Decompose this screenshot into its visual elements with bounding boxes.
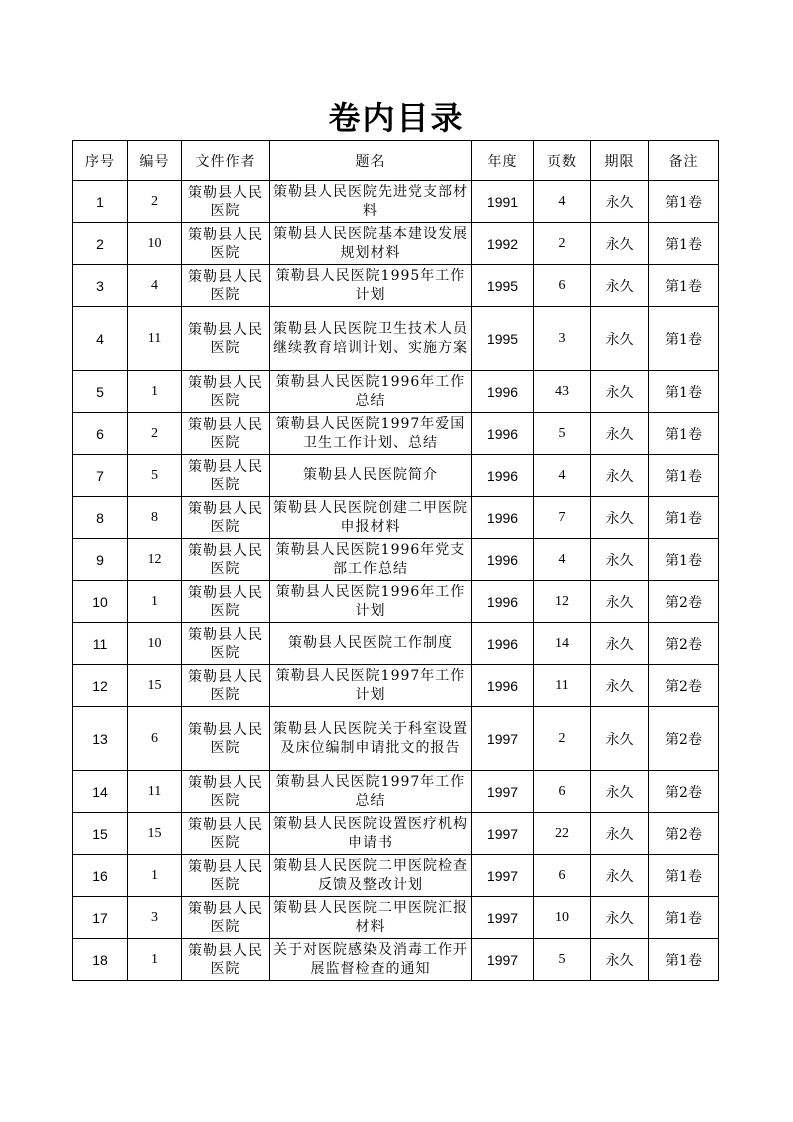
cell-author: 策勒县人民医院 (182, 497, 270, 539)
catalog-table (72, 140, 719, 981)
cell-pages: 11 (534, 665, 591, 707)
cell-note: 第1卷 (649, 265, 719, 307)
cell-pages: 7 (534, 497, 591, 539)
cell-code: 15 (128, 813, 182, 855)
cell-author: 策勒县人民医院 (182, 223, 270, 265)
cell-author: 策勒县人民医院 (182, 581, 270, 623)
cell-term: 永久 (591, 707, 649, 771)
cell-term: 永久 (591, 539, 649, 581)
cell-seq: 10 (73, 581, 128, 623)
cell-year: 1997 (472, 707, 534, 771)
header-pages: 页数 (534, 141, 591, 181)
cell-note: 第2卷 (649, 665, 719, 707)
table-row (73, 581, 719, 623)
header-note: 备注 (649, 141, 719, 181)
cell-author: 策勒县人民医院 (182, 181, 270, 223)
cell-subject: 策勒县人民医院1997年工作计划 (270, 665, 472, 707)
cell-year: 1997 (472, 897, 534, 939)
cell-note: 第1卷 (649, 897, 719, 939)
cell-code: 1 (128, 939, 182, 981)
cell-code: 2 (128, 181, 182, 223)
cell-note: 第2卷 (649, 707, 719, 771)
cell-year: 1996 (472, 665, 534, 707)
cell-seq: 17 (73, 897, 128, 939)
cell-term: 永久 (591, 265, 649, 307)
cell-pages: 4 (534, 181, 591, 223)
cell-code: 5 (128, 455, 182, 497)
cell-term: 永久 (591, 413, 649, 455)
cell-seq: 13 (73, 707, 128, 771)
cell-term: 永久 (591, 181, 649, 223)
cell-code: 1 (128, 855, 182, 897)
header-year: 年度 (472, 141, 534, 181)
cell-code: 11 (128, 307, 182, 371)
header-code: 编号 (128, 141, 182, 181)
cell-term: 永久 (591, 371, 649, 413)
cell-code: 1 (128, 371, 182, 413)
table-row (73, 265, 719, 307)
cell-code: 3 (128, 897, 182, 939)
cell-author: 策勒县人民医院 (182, 665, 270, 707)
cell-year: 1996 (472, 371, 534, 413)
cell-year: 1997 (472, 813, 534, 855)
cell-note: 第1卷 (649, 455, 719, 497)
cell-year: 1997 (472, 939, 534, 981)
cell-subject: 策勒县人民医院1997年工作总结 (270, 771, 472, 813)
cell-note: 第1卷 (649, 539, 719, 581)
cell-seq: 18 (73, 939, 128, 981)
header-author: 文件作者 (182, 141, 270, 181)
cell-author: 策勒县人民医院 (182, 939, 270, 981)
cell-subject: 策勒县人民医院先进党支部材料 (270, 181, 472, 223)
cell-author: 策勒县人民医院 (182, 265, 270, 307)
cell-seq: 2 (73, 223, 128, 265)
cell-subject: 策勒县人民医院1996年工作总结 (270, 371, 472, 413)
cell-seq: 1 (73, 181, 128, 223)
cell-code: 11 (128, 771, 182, 813)
cell-author: 策勒县人民医院 (182, 855, 270, 897)
cell-year: 1995 (472, 307, 534, 371)
cell-note: 第1卷 (649, 855, 719, 897)
cell-note: 第1卷 (649, 413, 719, 455)
cell-author: 策勒县人民医院 (182, 813, 270, 855)
cell-note: 第1卷 (649, 497, 719, 539)
header-subject: 题名 (270, 141, 472, 181)
cell-seq: 6 (73, 413, 128, 455)
table-row (73, 455, 719, 497)
cell-subject: 策勒县人民医院简介 (270, 455, 472, 497)
cell-seq: 8 (73, 497, 128, 539)
cell-year: 1991 (472, 181, 534, 223)
cell-author: 策勒县人民医院 (182, 897, 270, 939)
cell-term: 永久 (591, 813, 649, 855)
table-row (73, 497, 719, 539)
cell-author: 策勒县人民医院 (182, 413, 270, 455)
cell-note: 第2卷 (649, 813, 719, 855)
cell-seq: 12 (73, 665, 128, 707)
cell-code: 6 (128, 707, 182, 771)
cell-seq: 4 (73, 307, 128, 371)
cell-term: 永久 (591, 665, 649, 707)
cell-note: 第1卷 (649, 181, 719, 223)
table-row (73, 813, 719, 855)
cell-seq: 16 (73, 855, 128, 897)
cell-year: 1996 (472, 623, 534, 665)
cell-author: 策勒县人民医院 (182, 455, 270, 497)
cell-subject: 策勒县人民医院二甲医院检查反馈及整改计划 (270, 855, 472, 897)
cell-pages: 5 (534, 413, 591, 455)
cell-seq: 11 (73, 623, 128, 665)
cell-term: 永久 (591, 855, 649, 897)
cell-pages: 14 (534, 623, 591, 665)
table-row (73, 939, 719, 981)
cell-author: 策勒县人民医院 (182, 539, 270, 581)
cell-year: 1996 (472, 413, 534, 455)
cell-code: 15 (128, 665, 182, 707)
cell-seq: 9 (73, 539, 128, 581)
cell-term: 永久 (591, 581, 649, 623)
header-seq: 序号 (73, 141, 128, 181)
cell-term: 永久 (591, 455, 649, 497)
cell-pages: 43 (534, 371, 591, 413)
header-term: 期限 (591, 141, 649, 181)
cell-pages: 22 (534, 813, 591, 855)
cell-pages: 4 (534, 455, 591, 497)
cell-subject: 策勒县人民医院二甲医院汇报材料 (270, 897, 472, 939)
cell-note: 第1卷 (649, 307, 719, 371)
cell-pages: 2 (534, 707, 591, 771)
table-row (73, 539, 719, 581)
cell-subject: 策勒县人民医院1996年工作计划 (270, 581, 472, 623)
cell-pages: 6 (534, 771, 591, 813)
cell-year: 1996 (472, 455, 534, 497)
cell-year: 1995 (472, 265, 534, 307)
cell-term: 永久 (591, 771, 649, 813)
cell-term: 永久 (591, 897, 649, 939)
cell-term: 永久 (591, 307, 649, 371)
cell-year: 1996 (472, 497, 534, 539)
cell-subject: 策勒县人民医院1995年工作计划 (270, 265, 472, 307)
table-row (73, 413, 719, 455)
cell-code: 8 (128, 497, 182, 539)
table-row (73, 665, 719, 707)
table-row (73, 897, 719, 939)
cell-code: 1 (128, 581, 182, 623)
cell-subject: 关于对医院感染及消毒工作开展监督检查的通知 (270, 939, 472, 981)
cell-year: 1997 (472, 771, 534, 813)
cell-subject: 策勒县人民医院工作制度 (270, 623, 472, 665)
cell-term: 永久 (591, 623, 649, 665)
table-row (73, 855, 719, 897)
cell-pages: 4 (534, 539, 591, 581)
cell-author: 策勒县人民医院 (182, 371, 270, 413)
cell-seq: 3 (73, 265, 128, 307)
cell-subject: 策勒县人民医院关于科室设置及床位编制申请批文的报告 (270, 707, 472, 771)
cell-seq: 15 (73, 813, 128, 855)
cell-subject: 策勒县人民医院创建二甲医院申报材料 (270, 497, 472, 539)
table-row (73, 223, 719, 265)
table-row (73, 771, 719, 813)
cell-subject: 策勒县人民医院1996年党支部工作总结 (270, 539, 472, 581)
cell-pages: 6 (534, 265, 591, 307)
cell-code: 10 (128, 223, 182, 265)
cell-note: 第2卷 (649, 771, 719, 813)
cell-seq: 7 (73, 455, 128, 497)
cell-term: 永久 (591, 223, 649, 265)
cell-pages: 12 (534, 581, 591, 623)
cell-note: 第1卷 (649, 371, 719, 413)
cell-pages: 10 (534, 897, 591, 939)
cell-year: 1992 (472, 223, 534, 265)
cell-note: 第1卷 (649, 223, 719, 265)
cell-seq: 14 (73, 771, 128, 813)
cell-subject: 策勒县人民医院设置医疗机构申请书 (270, 813, 472, 855)
table-row (73, 371, 719, 413)
header-row (73, 141, 719, 181)
cell-term: 永久 (591, 497, 649, 539)
cell-pages: 3 (534, 307, 591, 371)
table-row (73, 307, 719, 371)
cell-code: 12 (128, 539, 182, 581)
cell-seq: 5 (73, 371, 128, 413)
cell-author: 策勒县人民医院 (182, 771, 270, 813)
table-row (73, 623, 719, 665)
cell-code: 10 (128, 623, 182, 665)
cell-year: 1996 (472, 581, 534, 623)
page-title: 卷内目录 (328, 99, 465, 137)
cell-author: 策勒县人民医院 (182, 623, 270, 665)
cell-pages: 5 (534, 939, 591, 981)
cell-pages: 2 (534, 223, 591, 265)
cell-code: 2 (128, 413, 182, 455)
cell-note: 第2卷 (649, 623, 719, 665)
cell-note: 第2卷 (649, 581, 719, 623)
cell-term: 永久 (591, 939, 649, 981)
cell-code: 4 (128, 265, 182, 307)
cell-subject: 策勒县人民医院基本建设发展规划材料 (270, 223, 472, 265)
cell-pages: 6 (534, 855, 591, 897)
cell-subject: 策勒县人民医院卫生技术人员继续教育培训计划、实施方案 (270, 307, 472, 371)
table-row (73, 707, 719, 771)
cell-author: 策勒县人民医院 (182, 707, 270, 771)
cell-year: 1996 (472, 539, 534, 581)
cell-subject: 策勒县人民医院1997年爱国卫生工作计划、总结 (270, 413, 472, 455)
cell-note: 第1卷 (649, 939, 719, 981)
cell-author: 策勒县人民医院 (182, 307, 270, 371)
table-row (73, 181, 719, 223)
cell-year: 1997 (472, 855, 534, 897)
